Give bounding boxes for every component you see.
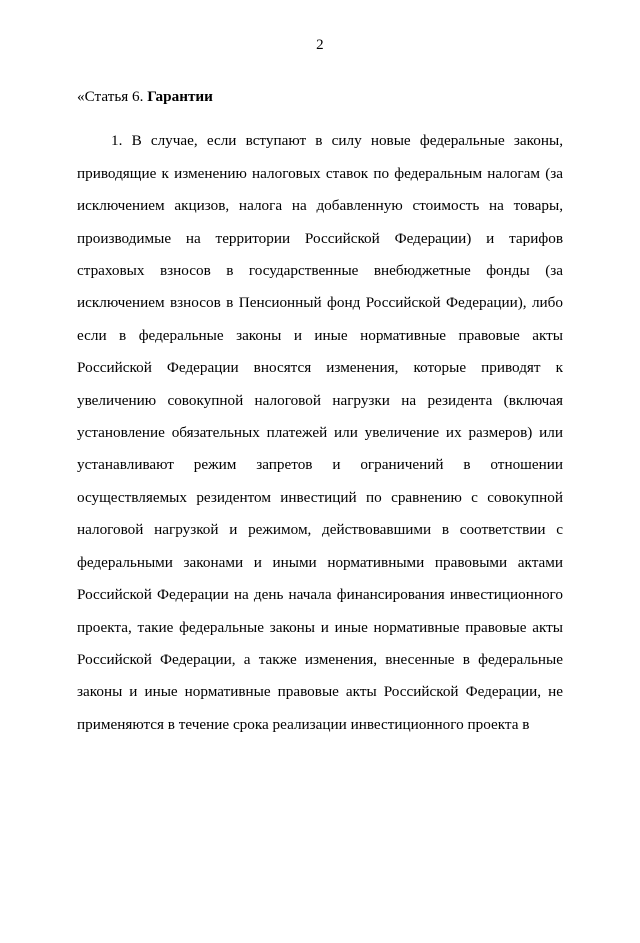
article-heading bbox=[77, 81, 563, 113]
paragraph-spacer bbox=[77, 113, 563, 125]
paragraph-1: 1. В случае, если вступают в силу новые федеральные законы, приводящие к изменению налоговых ставок по федеральным налогам (за исключением акцизов, налога на добавленную стоимость на товары, производимые на территории Российской Федерации) и тарифов страховых взносов в государственные внебюджетные фонды (за исключением взносов в Пенсионный фонд Российской Федерации), либо если в федеральные законы и иные нормативные правовые акты Российской Федерации вносятся изменения, которые приводят к увеличению совокупной налоговой нагрузки на резидента (включая установление обязательных платежей или увеличение их размеров) или устанавливают режим запретов и ограничений в отношении осуществляемых резидентом инвестиций по сравнению с совокупной налоговой нагрузкой и режимом, действовавшими в соответствии с федеральными законами и иными нормативными правовыми актами Российской Федерации на день начала финансирования инвестиционного проекта, такие федеральные законы и иные нормативные правовые акты Российской Федерации, а также изменения, внесенные в федеральные законы и иные нормативные правовые акты Российской Федерации, не применяются в течение срока реализации инвестиционного проекта в bbox=[77, 132, 563, 733]
article-heading-title: Гарантии bbox=[147, 88, 213, 105]
article-heading-prefix: «Статья 6. bbox=[77, 88, 148, 105]
document-body bbox=[77, 53, 563, 741]
page-number: 2 bbox=[316, 37, 324, 53]
document-page bbox=[0, 38, 640, 943]
